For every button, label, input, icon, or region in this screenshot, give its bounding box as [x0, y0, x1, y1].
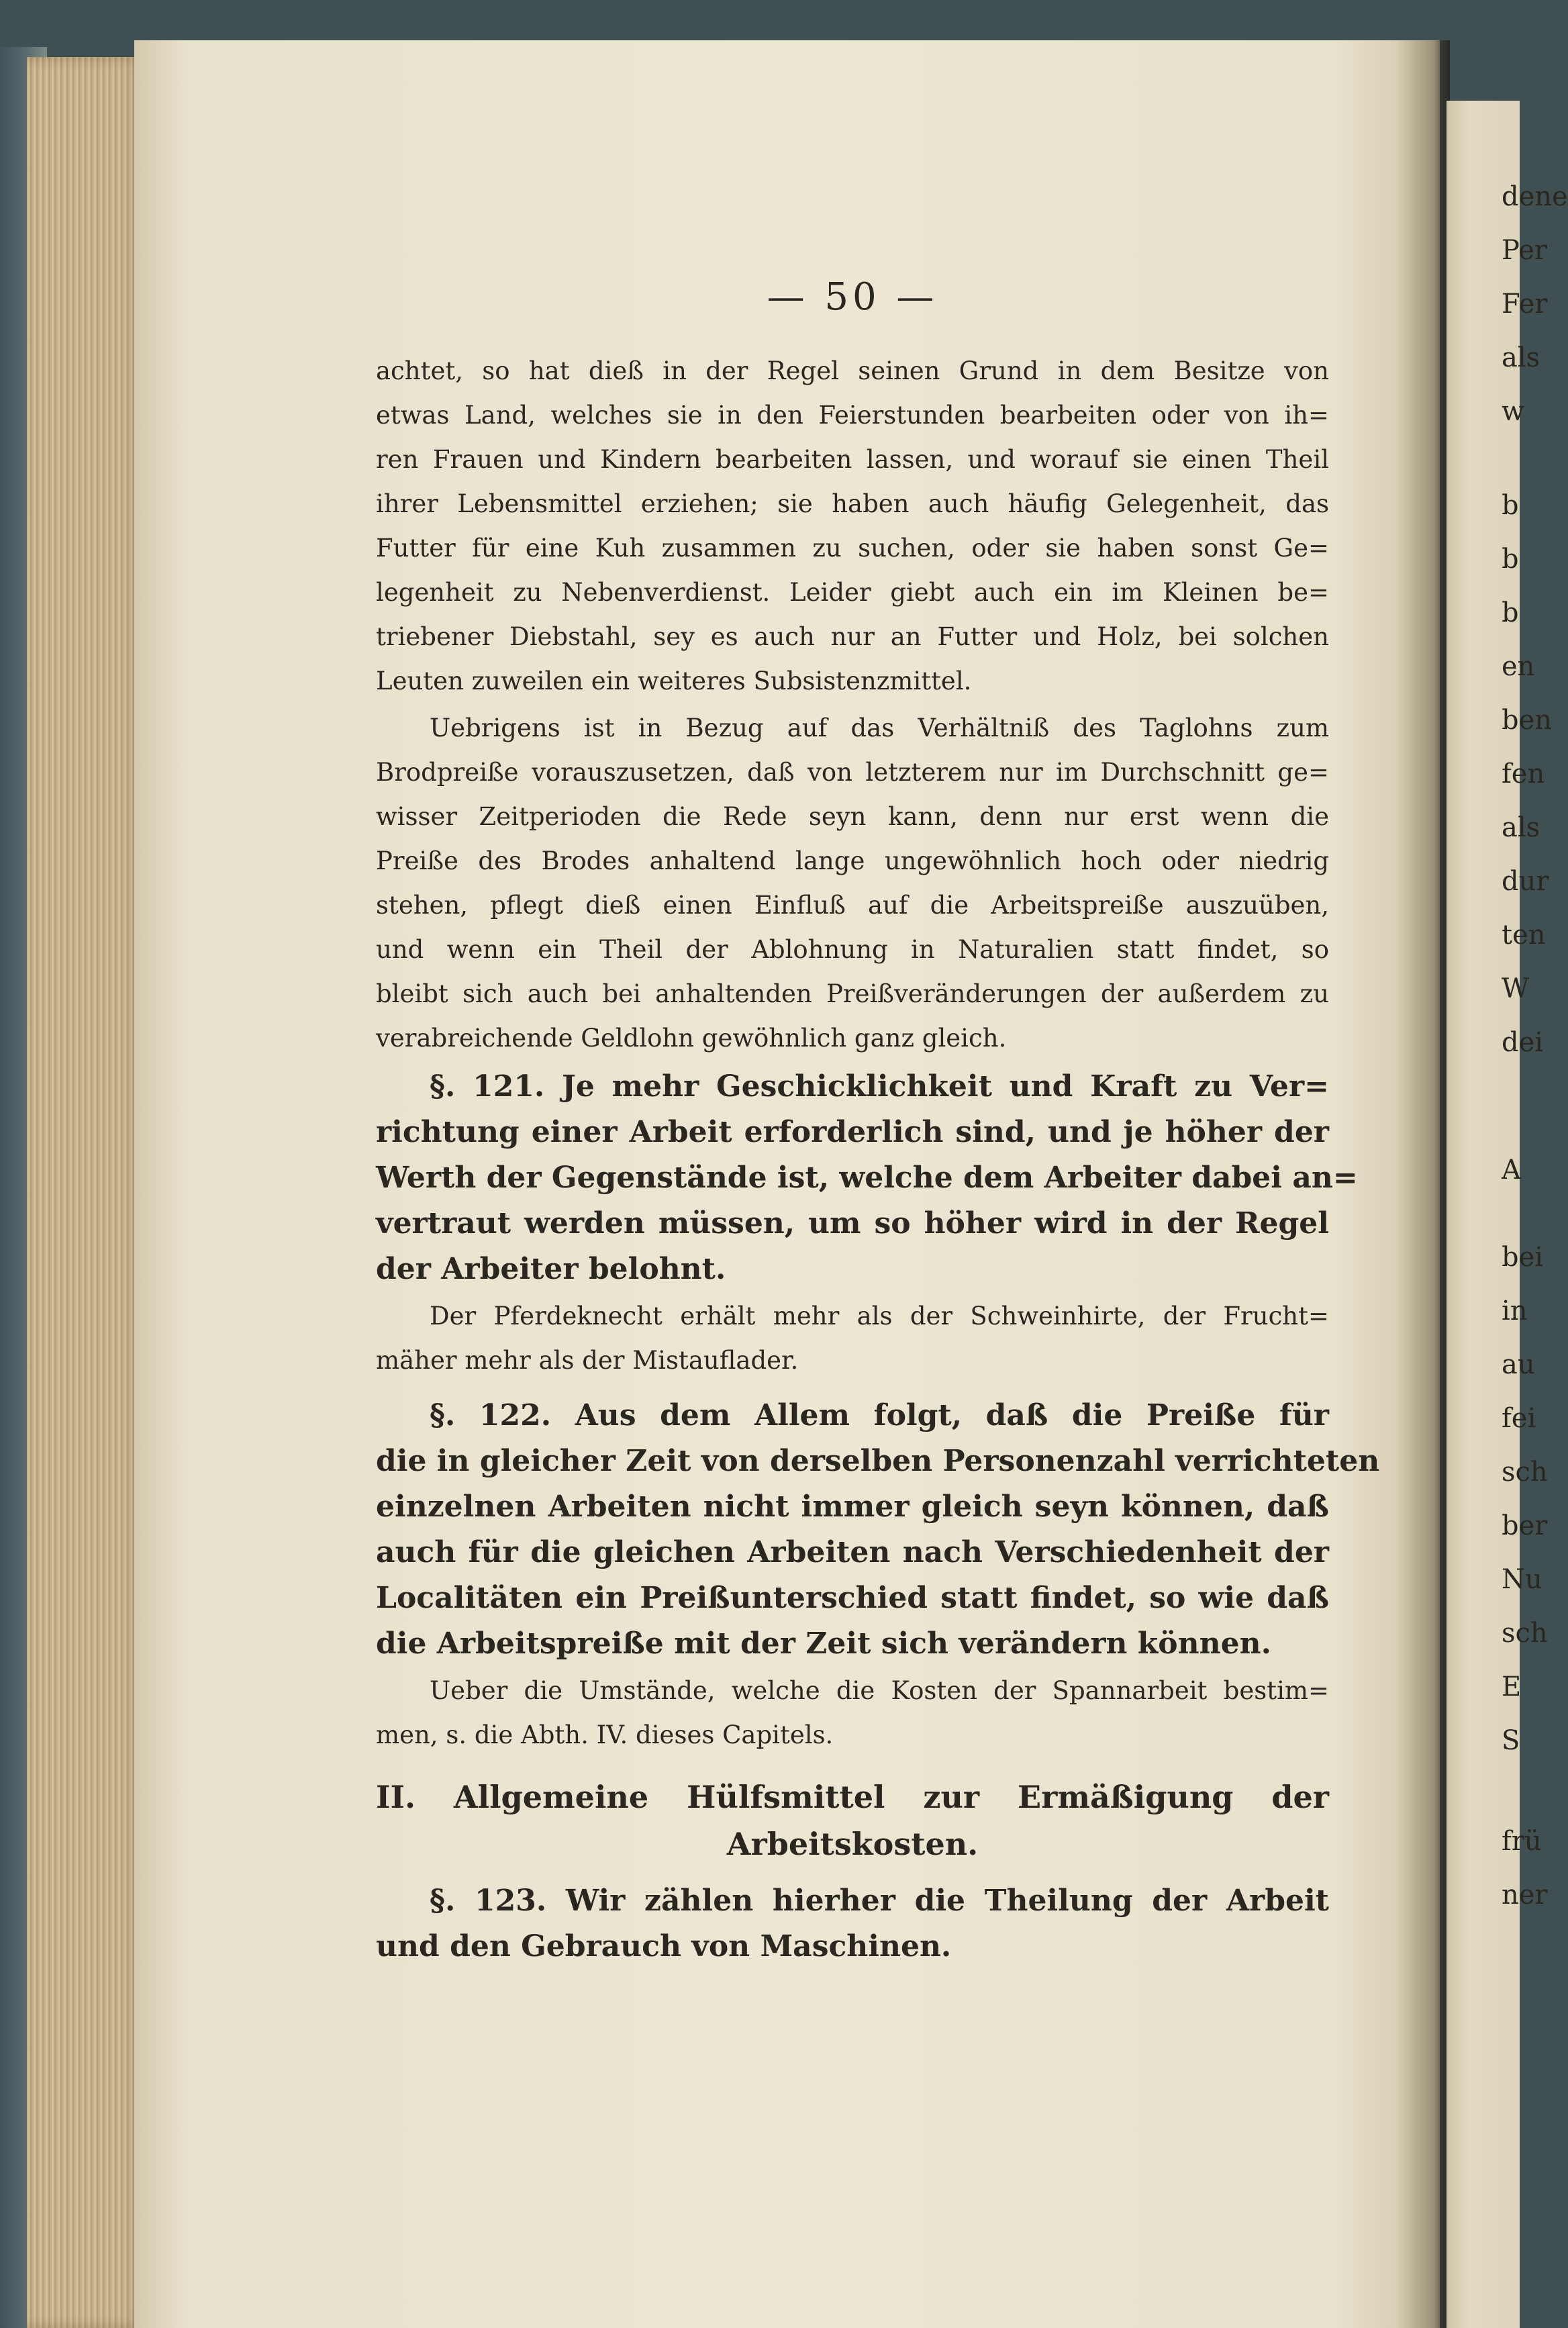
text-line: auch für die gleichen Arbeiten nach Verschiedenheit der	[376, 1535, 1329, 1569]
facing-page-word: en	[1502, 651, 1535, 682]
facing-page-word: ben	[1502, 705, 1553, 736]
facing-page-word: dur	[1502, 866, 1549, 897]
facing-page-word: frü	[1502, 1826, 1542, 1857]
text-line: ren Frauen und Kindern bearbeiten lassen, und worauf sie einen Theil	[376, 445, 1329, 474]
paragraph-2	[376, 706, 1329, 1061]
text-line: Preiße des Brodes anhaltend lange ungewöhnlich hoch oder niedrig	[376, 846, 1329, 875]
facing-page-word: fen	[1502, 759, 1545, 789]
text-line: etwas Land, welches sie in den Feierstunden bearbeiten oder von ih=	[376, 401, 1329, 430]
facing-page-word: sch	[1502, 1618, 1548, 1649]
gutter-shadow	[1396, 40, 1450, 2328]
text-line: und den Gebrauch von Maschinen.	[376, 1929, 952, 1963]
text-line: Uebrigens ist in Bezug auf das Verhältniß des Taglohns zum	[430, 714, 1329, 742]
text-line: wisser Zeitperioden die Rede seyn kann, denn nur erst wenn die	[376, 802, 1329, 831]
section-heading-ii	[376, 1774, 1329, 1868]
text-line: Ueber die Umstände, welche die Kosten der Spannarbeit bestim=	[430, 1676, 1329, 1705]
text-line: mäher mehr als der Mistauflader.	[376, 1346, 799, 1375]
text-line: triebener Diebstahl, sey es auch nur an Futter und Holz, bei solchen	[376, 622, 1329, 651]
facing-page-word: dei	[1502, 1027, 1544, 1058]
text-line: der Arbeiter belohnt.	[376, 1252, 726, 1286]
text-line: und wenn ein Theil der Ablohnung in Naturalien statt findet, so	[376, 935, 1329, 964]
facing-page-word: ber	[1502, 1510, 1548, 1541]
facing-page-word: W	[1502, 973, 1530, 1004]
text-line: verabreichende Geldlohn gewöhnlich ganz gleich.	[376, 1024, 1007, 1053]
facing-page-word: S	[1502, 1725, 1520, 1756]
facing-page-word: Nu	[1502, 1564, 1542, 1595]
text-line: einzelnen Arbeiten nicht immer gleich seyn können, daß	[376, 1490, 1329, 1524]
text-line: Arbeitskosten.	[726, 1826, 979, 1862]
text-line: stehen, pflegt dieß einen Einfluß auf die Arbeitspreiße auszuüben,	[376, 891, 1329, 920]
text-line: §. 122. Aus dem Allem folgt, daß die Preiße für	[430, 1398, 1329, 1433]
facing-page-word: dene	[1502, 181, 1568, 212]
text-line: die in gleicher Zeit von derselben Personenzahl verrichteten	[376, 1444, 1380, 1478]
facing-page-word: Per	[1502, 235, 1547, 266]
text-line: Futter für eine Kuh zusammen zu suchen, oder sie haben sonst Ge=	[376, 534, 1329, 563]
text-line: Der Pferdeknecht erhält mehr als der Schweinhirte, der Frucht=	[430, 1302, 1329, 1330]
facing-page-word: als	[1502, 342, 1540, 373]
facing-page-word: in	[1502, 1296, 1528, 1326]
facing-page-word: b	[1502, 490, 1519, 521]
facing-page-word: E	[1502, 1671, 1522, 1702]
facing-page-word: A	[1502, 1155, 1521, 1185]
facing-page-word: fei	[1502, 1403, 1536, 1434]
text-line: richtung einer Arbeit erforderlich sind, und je höher der	[376, 1115, 1329, 1149]
paragraph-4	[376, 1669, 1329, 1757]
paragraph-1	[376, 349, 1329, 704]
text-line: men, s. die Abth. IV. dieses Capitels.	[376, 1720, 834, 1749]
section-123	[376, 1878, 1329, 1970]
section-121	[376, 1064, 1358, 1292]
text-line: bleibt sich auch bei anhaltenden Preißveränderungen der außerdem zu	[376, 979, 1329, 1008]
facing-page-word: b	[1502, 597, 1519, 628]
text-line: Brodpreiße vorauszusetzen, daß von letzterem nur im Durchschnitt ge=	[376, 758, 1329, 787]
paragraph-3	[376, 1294, 1329, 1383]
facing-page-word: b	[1502, 544, 1519, 575]
text-line: Leuten zuweilen ein weiteres Subsistenzmittel.	[376, 667, 972, 695]
text-line: Localitäten ein Preißunterschied statt findet, so wie daß	[376, 1581, 1329, 1615]
facing-page-fragment	[1447, 101, 1568, 2328]
text-line: vertraut werden müssen, um so höher wird in der Regel	[376, 1206, 1329, 1241]
facing-page-word: au	[1502, 1349, 1535, 1380]
text-line: §. 121. Je mehr Geschicklichkeit und Kraft zu Ver=	[430, 1069, 1329, 1104]
page-number: — 50 —	[767, 275, 938, 319]
facing-page-word: als	[1502, 812, 1540, 843]
text-line: Werth der Gegenstände ist, welche dem Arbeiter dabei an=	[376, 1161, 1358, 1195]
facing-page-word: Fer	[1502, 289, 1548, 320]
text-line: §. 123. Wir zählen hierher die Theilung der Arbeit	[430, 1884, 1329, 1918]
facing-page-word: bei	[1502, 1242, 1544, 1273]
section-122	[376, 1393, 1380, 1667]
text-line: II. Allgemeine Hülfsmittel zur Ermäßigung der	[376, 1779, 1329, 1815]
text-line: ihrer Lebensmittel erziehen; sie haben auch häufig Gelegenheit, das	[376, 489, 1329, 518]
page-stack-edge	[27, 57, 144, 2328]
text-line: achtet, so hat dieß in der Regel seinen Grund in dem Besitze von	[376, 356, 1329, 385]
text-line: die Arbeitspreiße mit der Zeit sich verändern können.	[376, 1627, 1271, 1661]
facing-page-word: sch	[1502, 1457, 1548, 1488]
facing-page-word: ner	[1502, 1880, 1548, 1910]
facing-page-word: ten	[1502, 920, 1546, 951]
text-line: legenheit zu Nebenverdienst. Leider giebt auch ein im Kleinen be=	[376, 578, 1329, 607]
facing-page-word: w	[1502, 396, 1525, 427]
